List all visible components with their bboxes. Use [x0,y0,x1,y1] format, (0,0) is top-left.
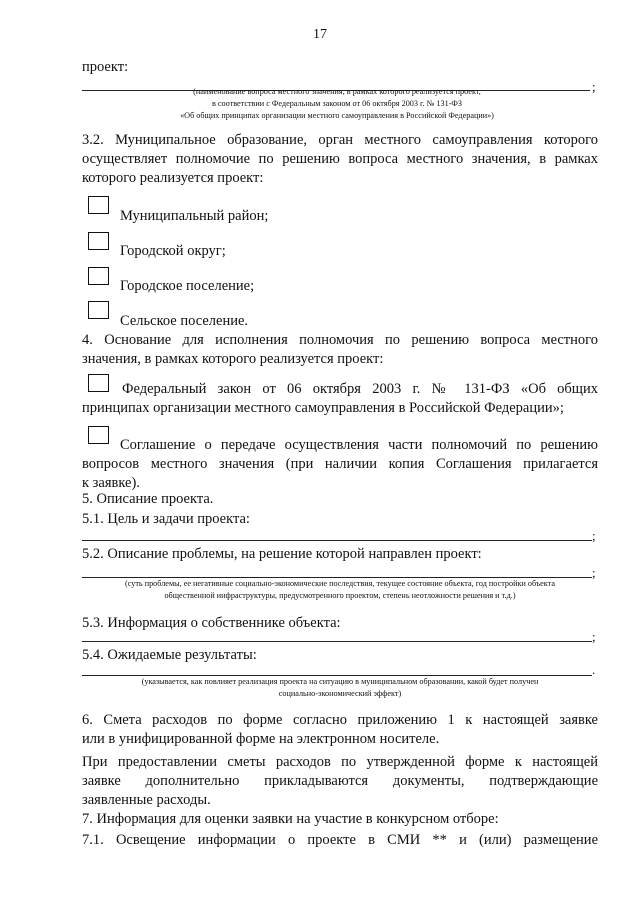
option-label: Городское поселение; [120,278,255,294]
line-terminator: ; [592,528,596,543]
section-7-heading: 7. Информация для оценки заявки на участие в конкурсном отборе: [82,811,499,827]
paragraph-line: 6. Смета расходов по форме согласно приложению 1 к настоящей заявке [82,712,598,728]
paragraph-line: При предоставлении сметы расходов по утвержденной форме к настоящей [82,754,598,770]
basis-option-federal-law [82,380,598,418]
section-7-1 [82,831,598,850]
checkbox-rural-settlement[interactable] [88,301,109,319]
checkbox-municipal-district[interactable] [88,196,109,214]
line-terminator: . [592,662,596,677]
section-6 [82,711,598,749]
section-3-2 [82,131,598,188]
section-5-2-caption [82,578,598,602]
caption-line: социально-экономический эффект) [278,689,402,698]
caption-line: (указывается, как повлияет реализация проекта на ситуацию в муниципальном образовании, какой будет получен [141,677,539,686]
caption-line: «Об общих принципах организации местного самоуправления в Российской Федерации») [180,111,494,120]
section-5-1-heading: 5.1. Цель и задачи проекта: [82,511,250,527]
page-number: 17 [313,27,327,42]
section-5-4-heading: 5.4. Ожидаемые результаты: [82,647,257,663]
paragraph-line: принципах организации местного самоуправления в Российской Федерации»; [82,400,564,416]
section-5-heading: 5. Описание проекта. [82,491,214,507]
checkbox-urban-settlement[interactable] [88,267,109,285]
line-terminator: ; [592,79,596,94]
section-4 [82,331,598,369]
paragraph-line: 4. Основание для исполнения полномочия по решению вопроса местного [82,332,598,348]
section-6-paragraph [82,753,598,810]
section-5-2-heading: 5.2. Описание проблемы, на решение которой направлен проект: [82,546,482,562]
paragraph-line: к заявке). [82,475,140,491]
paragraph-line: значения, в рамках которого реализуется проект: [82,351,384,367]
option-label: Городской округ; [120,243,226,259]
line-terminator: ; [592,565,596,580]
checkbox-city-district[interactable] [88,232,109,250]
paragraph-line: которого реализуется проект: [82,170,264,186]
paragraph-line: Федеральный закон от 06 октября 2003 г. № 131-ФЗ «Об общих [122,381,598,397]
project-label: проект: [82,59,129,75]
line-terminator: ; [592,629,596,644]
paragraph-line: Соглашение о передаче осуществления части полномочий по решению [120,437,598,453]
paragraph-line: или в унифицированной форме на электронном носителе. [82,731,440,747]
caption-line: (суть проблемы, ее негативные социально-экономические последствия, текущее состояние объекта, год постройки объекта [124,579,555,588]
caption-line: общественной инфраструктуры, предусмотренного проектом, степень неотложности решения и т.д.) [164,591,516,600]
section-5-1-underline [82,540,592,541]
option-label: Муниципальный район; [120,208,269,224]
project-caption [82,86,592,122]
option-label: Сельское поселение. [120,313,249,329]
basis-option-agreement [82,436,598,493]
paragraph-line: вопросов местного значения (при наличии копия Соглашения прилагается [82,456,598,472]
paragraph-line: осуществляет полномочие по решению вопроса местного значения, в рамках [82,151,598,167]
paragraph-line: заявке дополнительно прикладываются документы, подтверждающие [82,773,598,789]
caption-line: в соответствии с Федеральным законом от 06 октября 2003 г. № 131-ФЗ [212,99,462,108]
paragraph-line: 3.2. Муниципальное образование, орган местного самоуправления которого [82,132,598,148]
section-5-3-heading: 5.3. Информация о собственнике объекта: [82,615,341,631]
section-5-4-caption [82,676,598,700]
paragraph-line: заявленные расходы. [82,792,211,808]
section-5-3-underline [82,641,592,642]
paragraph-line: 7.1. Освещение информации о проекте в СМИ ** и (или) размещение [82,832,598,848]
caption-line: (наименование вопроса местного значения, в рамках которого реализуется проект, [193,87,481,96]
